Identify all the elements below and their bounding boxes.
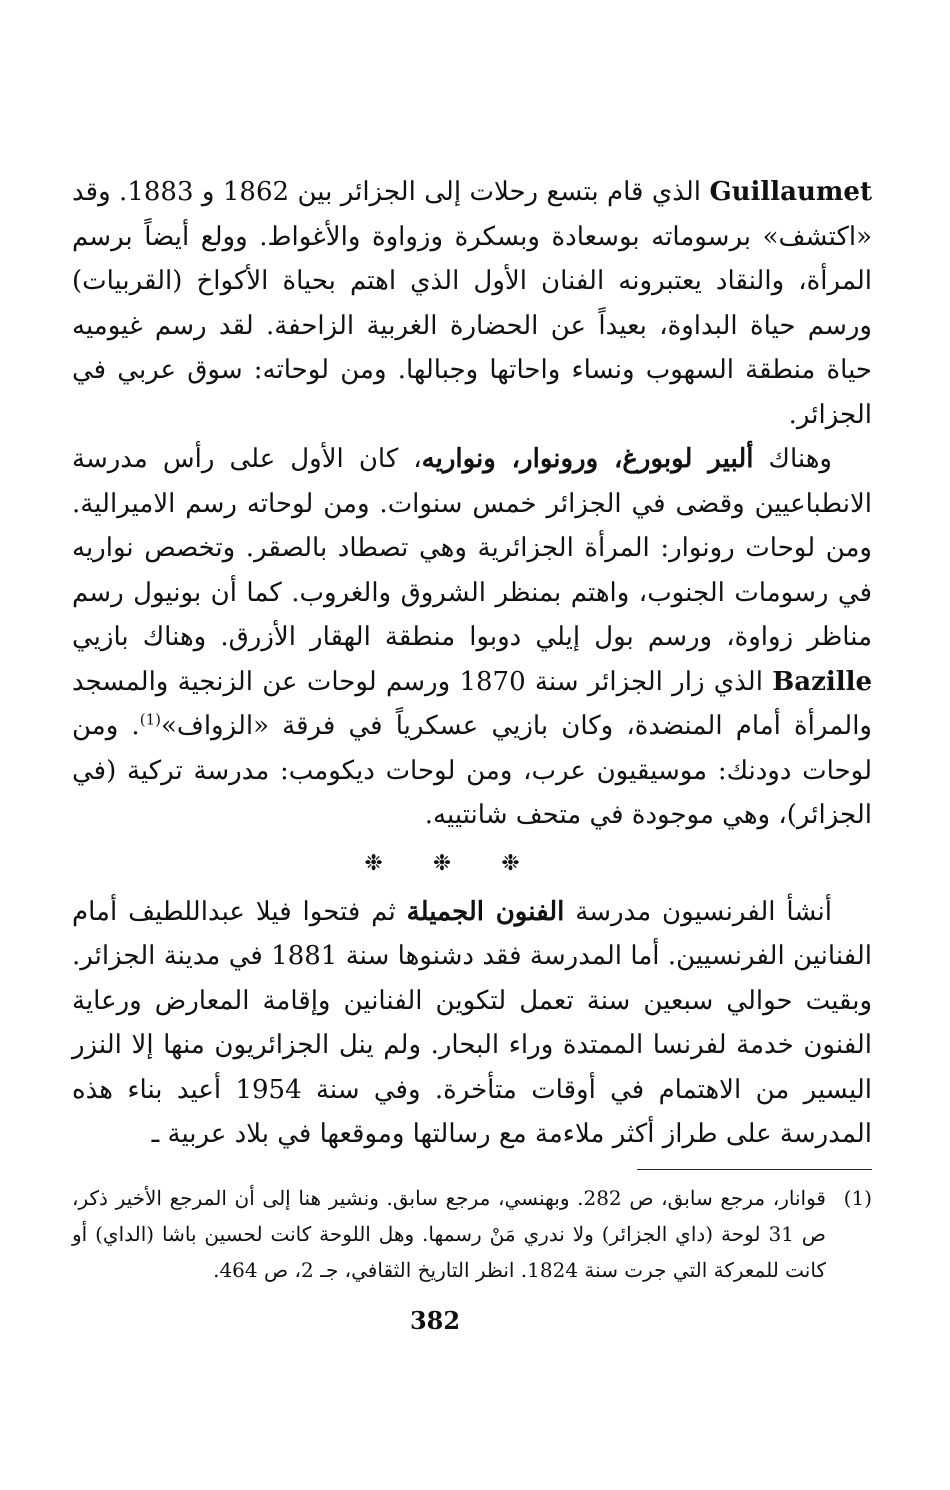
paragraph-fine-arts-school <box>72 890 872 1157</box>
page-body <box>72 170 872 1288</box>
separator-star-icon: ❉ <box>432 850 452 876</box>
paragraph-painters <box>72 437 872 838</box>
paragraph-3-text: ثم فتحوا فيلا عبداللطيف أمام الفنانين الفرنسيين. أما المدرسة فقد دشنوها سنة 1881 في مدينة الجزائر. وبقيت حوالي سبعين سنة تعمل لتكوين الفنانين وإقامة المعارض ورعاية الفنون خدمة لفرنسا الممتدة وراء البحار. ولم ينل الجزائريون منها إلا النزر اليسير من الاهتمام في أوقات متأخرة. وفي سنة 1954 أعيد بناء هذه المدرسة على طراز أكثر ملاءمة مع رسالتها وموقعها في بلاد عربية ـ <box>72 896 872 1149</box>
separator-star-icon: ❉ <box>501 850 520 876</box>
name-bazille: Bazille <box>772 666 873 697</box>
section-separator <box>72 838 812 890</box>
separator-star-icon: ❉ <box>364 850 383 876</box>
footnote-reference[interactable]: (1) <box>139 710 161 729</box>
paragraph-2-text-a: ، كان الأول على رأس مدرسة الانطباعيين وقضى في الجزائر خمس سنوات. ومن لوحاته رسم الاميرالية. ومن لوحات رونوار: المرأة الجزائرية وهي تصطاد بالصقر. وتخصص نواريه في رسومات الجنوب، واهتم بمنظر الشروق والغروب. كما أن بونيول رسم مناظر زواوة، ورسم بول إيلي دوبوا منطقة الهقار الأزرق. وهناك بازيي <box>72 444 872 652</box>
school-name: الفنون الجميلة <box>406 896 565 927</box>
footnote-text: قوانار، مرجع سابق، ص 282. وبهنسي، مرجع سابق. ونشير هنا إلى أن المرجع الأخير ذكر، ص 31 لوحة (داي الجزائر) ولا ندري مَنْ رسمها. وهل اللوحة كانت لحسين باشا (الداي) أو كانت للمعركة التي جرت سنة 1824. انظر التاريخ الثقافي، جـ 2، ص 464. <box>72 1185 826 1282</box>
paragraph-2-intro: وهناك <box>753 444 832 474</box>
name-guillaumet: Guillaumet <box>709 177 872 207</box>
painters-names: ألبير لوبورغ، ورونوار، ونواريه <box>421 444 754 474</box>
footnote-marker: (1) <box>843 1185 872 1210</box>
paragraph-3-intro: أنشأ الفرنسيون مدرسة <box>564 896 832 927</box>
page-number: 382 <box>409 1306 461 1335</box>
footnote-divider <box>637 1169 872 1170</box>
paragraph-2-text-c: . ومن لوحات دودنك: موسيقيون عرب، ومن لوحات ديكومب: مدرسة تركية (في الجزائر)، وهي موجودة في متحف شانتييه. <box>72 711 872 830</box>
paragraph-guillaumet <box>72 170 872 437</box>
paragraph-1-text: الذي قام بتسع رحلات إلى الجزائر بين 1862 و 1883. وقد «اكتشف» برسوماته بوسعادة وبسكرة وزواوة والأغواط. وولع أيضاً برسم المرأة، والنقاد يعتبرونه الفنان الأول الذي اهتم بحياة الأكواخ (القربيات) ورسم حياة البداوة، بعيداً عن الحضارة الغربية الزاحفة. لقد رسم غيوميه حياة منطقة السهوب ونساء واحاتها وجبالها. ومن لوحاته: سوق عربي في الجزائر. <box>72 177 872 430</box>
paragraph-2-text-b: الذي زار الجزائر سنة 1870 ورسم لوحات عن الزنجية والمسجد والمرأة أمام المنضدة، وكان بازيي عسكرياً في فرقة «الزواف» <box>72 666 872 741</box>
footnote <box>72 1180 872 1288</box>
